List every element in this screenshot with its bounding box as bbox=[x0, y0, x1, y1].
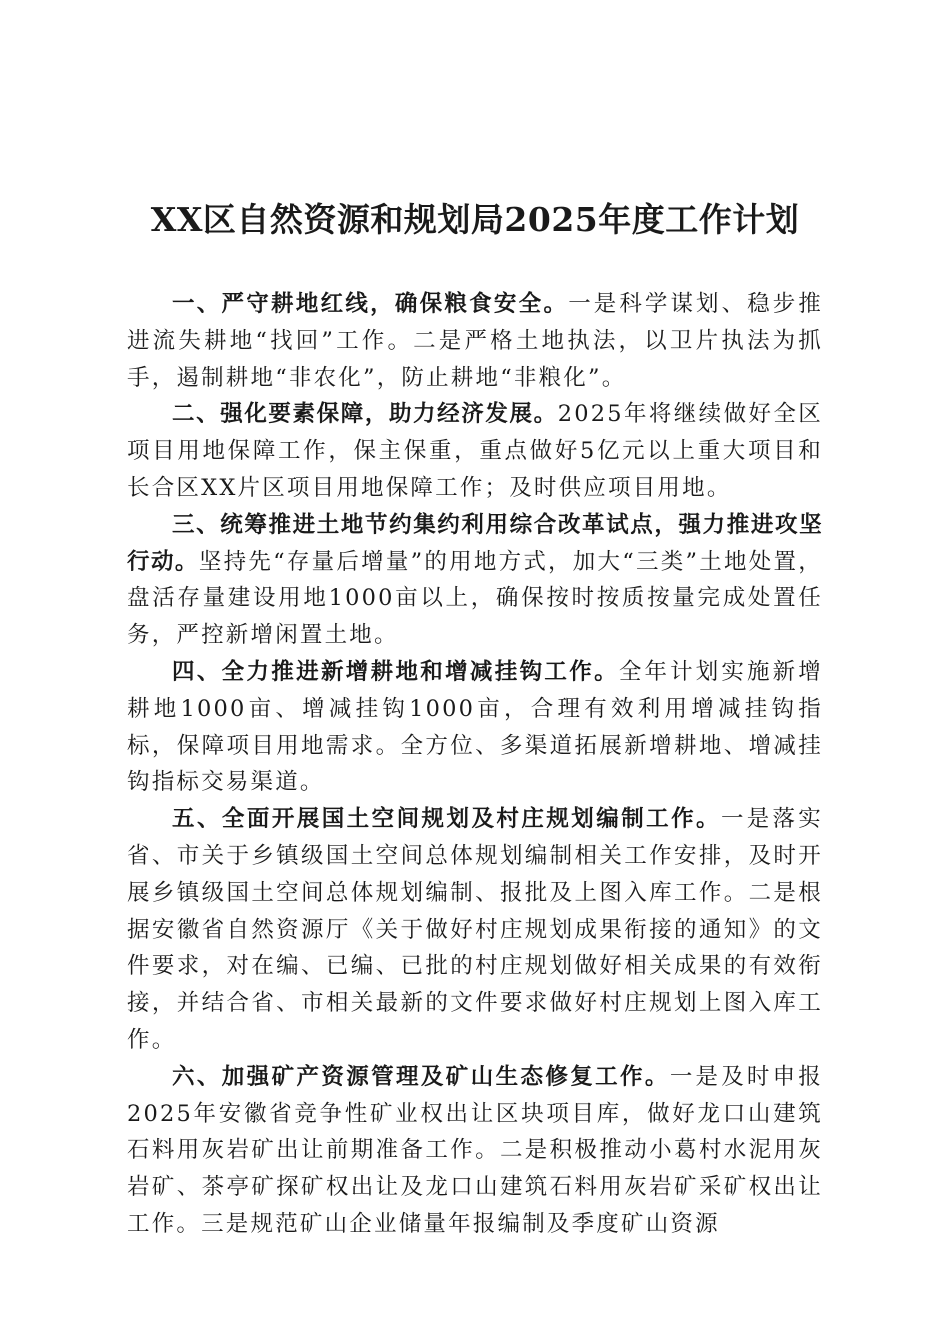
section-6-heading: 六、加强矿产资源管理及矿山生态修复工作。 bbox=[172, 1063, 670, 1090]
document-title: XX区自然资源和规划局2025年度工作计划 bbox=[150, 200, 800, 239]
section-1-text: 一是科学谋划、稳步推进流失耕地“找回”工作。二是严格土地执法，以卫片执法为抓手，遏制耕地“非农化”，防止耕地“非粮化”。 bbox=[127, 291, 823, 391]
section-4-text: 全年计划实施新增耕地1000亩、增减挂钩1000亩，合理有效利用增减挂钩指标，保障项目用地需求。全方位、多渠道拓展新增耕地、增减挂钩指标交易渠道。 bbox=[127, 658, 823, 796]
section-3-heading: 三、统筹推进土地节约集约利用综合改革试点，强力推进攻坚行动。 bbox=[127, 511, 823, 575]
section-6-paragraph bbox=[127, 1059, 823, 1243]
section-5-text: 一是落实省、市关于乡镇级国土空间总体规划编制相关工作安排，及时开展乡镇级国土空间总体规划编制、报批及上图入库工作。二是根据安徽省自然资源厅《关于做好村庄规划成果衔接的通知》的文件要求，对在编、已编、已批的村庄规划做好相关成果的有效衔接，并结合省、市相关最新的文件要求做好村庄规划上图入库工作。 bbox=[127, 806, 823, 1053]
section-5-paragraph bbox=[127, 801, 823, 1059]
section-2-heading: 二、强化要素保障，助力经济发展。 bbox=[172, 401, 558, 428]
section-3-paragraph bbox=[127, 507, 823, 654]
section-4-heading: 四、全力推进新增耕地和增减挂钩工作。 bbox=[172, 658, 619, 685]
section-4-paragraph bbox=[127, 654, 823, 801]
section-2-text: 2025年将继续做好全区项目用地保障工作，保主保重，重点做好5亿元以上重大项目和长合区XX片区项目用地保障工作；及时供应项目用地。 bbox=[127, 401, 823, 501]
section-6-text: 一是及时申报2025年安徽省竞争性矿业权出让区块项目库，做好龙口山建筑石料用灰岩矿出让前期准备工作。二是积极推动小葛村水泥用灰岩矿、茶亭矿探矿权出让及龙口山建筑石料用灰岩矿采矿权出让工作。三是规范矿山企业储量年报编制及季度矿山资源 bbox=[127, 1063, 823, 1237]
section-5-heading: 五、全面开展国土空间规划及村庄规划编制工作。 bbox=[172, 806, 722, 833]
section-3-text: 坚持先“存量后增量”的用地方式，加大“三类”土地处置，盘活存量建设用地1000亩以上，确保按时按质按量完成处置任务，严控新增闲置土地。 bbox=[127, 548, 823, 649]
document-body bbox=[127, 286, 823, 1243]
section-1-heading: 一、严守耕地红线，确保粮食安全。 bbox=[172, 291, 569, 317]
section-1-paragraph bbox=[127, 286, 823, 396]
section-2-paragraph bbox=[127, 396, 823, 506]
